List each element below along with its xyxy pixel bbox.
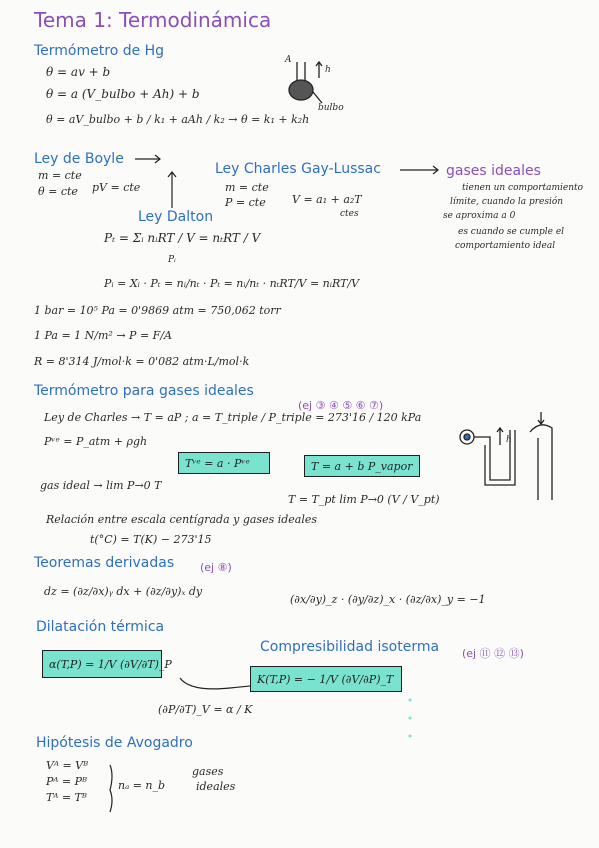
avogadro-brace [110, 765, 112, 812]
tg-line5: Relación entre escala centígrada y gases ideales [46, 513, 318, 526]
charles-eq: V = a₁ + a₂T [292, 193, 362, 206]
boyle-cond1: m = cte [38, 169, 82, 182]
tg-line1: Ley de Charles → T = aP ; a = T_triple / P_triple = 273'16 / 120 kPa [44, 411, 422, 424]
box-tve: Tᵛᵉ = a · Pᵛᵉ [178, 452, 270, 474]
heading-termometro-hg: Termómetro de Hg [34, 43, 165, 59]
avogadro-c2: Pᴬ = Pᴮ [46, 775, 88, 788]
dalton-eq2: Pᵢ = Xᵢ · Pₜ = nᵢ/nₜ · Pₜ = nᵢ/nₜ · nₜRT/V = nᵢRT/V [104, 277, 360, 290]
boyle-cond2: θ = cte [38, 185, 78, 198]
units-line3: R = 8'314 J/mol·k = 0'082 atm·L/mol·k [34, 355, 250, 368]
compresibilidad-relation: (∂P/∂T)_V = α / K [158, 703, 253, 716]
heading-boyle: Ley de Boyle [34, 151, 124, 167]
heading-compresibilidad: Compresibilidad isoterma [260, 639, 440, 655]
units-line1: 1 bar = 10⁵ Pa = 0'9869 atm = 750,062 torr [34, 304, 281, 317]
dalton-eq1: Pₜ = Σᵢ nᵢRT / V = nₜRT / V [104, 231, 261, 245]
box-compresibilidad: K(T,P) = − 1/V (∂V/∂P)_T [250, 666, 402, 692]
gases-line4: es cuando se cumple el [458, 227, 565, 237]
hg-diagram-h: h [325, 65, 331, 75]
heading-avogadro: Hipótesis de Avogadro [36, 735, 193, 751]
charles-eq-note: ctes [340, 209, 359, 219]
heading-dalton: Ley Dalton [138, 209, 214, 225]
gases-line5: comportamiento ideal [455, 241, 556, 251]
units-line2: 1 Pa = 1 N/m² → P = F/A [34, 329, 172, 342]
tg-line3: gas ideal → lim P→0 T [40, 479, 162, 492]
tg-diagram-h: h [506, 435, 512, 445]
avogadro-note1: gases [192, 765, 224, 778]
hg-diagram-a: A [285, 55, 292, 65]
heading-dilatacion: Dilatación térmica [36, 619, 165, 635]
avogadro-c3: Tᴬ = Tᴮ [46, 791, 87, 804]
hg-eq2: θ = a (V_bulbo + Ah) + b [46, 87, 200, 101]
compresibilidad-refs: (ej ⑪ ⑫ ⑬) [462, 647, 524, 660]
tg-line4: T = T_pt lim P→0 (V / V_pt) [288, 493, 440, 506]
hg-eq1: θ = av + b [46, 65, 111, 79]
gases-line1: tienen un comportamiento [462, 183, 584, 193]
tg-line6: t(°C) = T(K) − 273'15 [90, 533, 212, 546]
tg-line2: Pᵛᵉ = P_atm + ρgh [44, 435, 148, 448]
teoremas-eq1: dz = (∂z/∂x)ᵧ dx + (∂z/∂y)ₓ dy [44, 585, 203, 598]
hg-thermometer-sketch [289, 62, 322, 103]
box-t-vapor: T = a + b P_vapor [304, 455, 420, 477]
dalton-eq1-sub: Pᵢ [168, 255, 176, 265]
heading-termometro-gases: Termómetro para gases ideales [34, 383, 254, 399]
charles-cond2: P = cte [225, 196, 266, 209]
avogadro-note2: ideales [196, 780, 236, 793]
heading-charles: Ley Charles Gay-Lussac [215, 161, 381, 177]
heading-teoremas: Teoremas derivadas [34, 555, 175, 571]
charles-cond1: m = cte [225, 181, 269, 194]
avogadro-result: nₐ = n_b [118, 779, 166, 792]
teoremas-refs: (ej ⑧) [200, 561, 232, 574]
hg-eq3: θ = aV_bulbo + b / k₁ + aAh / k₂ → θ = k₁ + k₂h [46, 113, 310, 126]
teoremas-eq2: (∂x/∂y)_z · (∂y/∂z)_x · (∂z/∂x)_y = −1 [290, 593, 486, 606]
heading-gases-ideales: gases ideales [446, 163, 541, 179]
box-dilatacion: α(T,P) = 1/V (∂V/∂T)_P [42, 650, 162, 678]
gas-thermometer-sketch [460, 412, 552, 500]
gases-line2: límite, cuando la presión [450, 197, 564, 207]
avogadro-c1: Vᴬ = Vᴮ [46, 759, 89, 772]
boyle-eq: pV = cte [92, 181, 141, 194]
dot-decoration [409, 699, 412, 738]
gases-line3: se aproxima a 0 [443, 211, 516, 221]
hg-diagram-bulbo: bulbo [318, 103, 344, 113]
page-title: Tema 1: Termodinámica [34, 8, 272, 32]
termometro-gases-refs: (ej ③ ④ ⑤ ⑥ ⑦) [298, 399, 384, 412]
